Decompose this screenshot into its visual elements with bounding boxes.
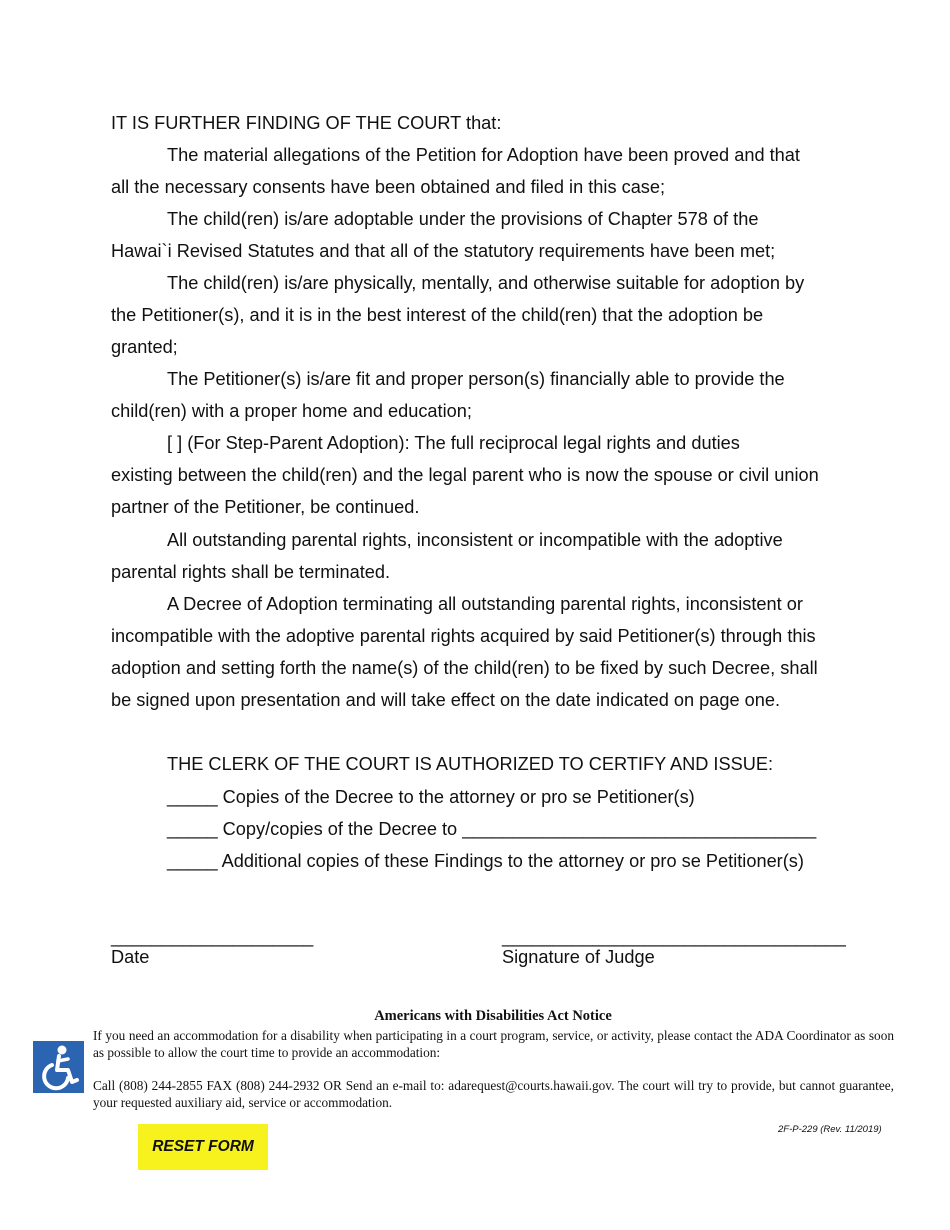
clerk-heading: THE CLERK OF THE COURT IS AUTHORIZED TO CERTIFY AND ISSUE: xyxy=(167,754,774,774)
judge-signature-line: __________________________________ xyxy=(502,927,846,947)
finding-line: Hawai`i Revised Statutes and that all of the statutory requirements have been met; xyxy=(111,241,776,261)
clerk-item-additional-copies: _____ Additional copies of these Findings to the attorney or pro se Petitioner(s) xyxy=(167,851,804,871)
judge-signature-label: Signature of Judge xyxy=(502,947,655,967)
finding-line: be signed upon presentation and will take effect on the date indicated on page one. xyxy=(111,690,781,710)
finding-line: parental rights shall be terminated. xyxy=(111,562,391,582)
finding-line: The child(ren) is/are adoptable under the provisions of Chapter 578 of the xyxy=(167,209,759,229)
step-parent-finding: [ ] (For Step-Parent Adoption): The full reciprocal legal rights and duties xyxy=(167,433,740,453)
finding-line: partner of the Petitioner, be continued. xyxy=(111,497,420,517)
ada-notice-title: Americans with Disabilities Act Notice xyxy=(374,1008,612,1024)
clerk-item-copies-decree-to: _____ Copy/copies of the Decree to ___________________________________ xyxy=(167,819,817,839)
finding-line: adoption and setting forth the name(s) of the child(ren) to be fixed by such Decree, shall xyxy=(111,658,818,678)
finding-line: incompatible with the adoptive parental rights acquired by said Petitioner(s) through this xyxy=(111,626,816,646)
reset-form-button[interactable]: RESET FORM xyxy=(138,1124,268,1170)
finding-line: The child(ren) is/are physically, mentally, and otherwise suitable for adoption by xyxy=(167,273,805,293)
finding-line: A Decree of Adoption terminating all outstanding parental rights, inconsistent or xyxy=(167,594,803,614)
form-id: 2F-P-229 (Rev. 11/2019) xyxy=(778,1124,882,1135)
finding-line: child(ren) with a proper home and education; xyxy=(111,401,472,421)
finding-line: All outstanding parental rights, inconsistent or incompatible with the adoptive xyxy=(167,530,783,550)
finding-line: all the necessary consents have been obtained and filed in this case; xyxy=(111,177,666,197)
accessibility-icon xyxy=(33,1041,84,1093)
clerk-item-copies-decree: _____ Copies of the Decree to the attorney or pro se Petitioner(s) xyxy=(167,787,695,807)
finding-line: existing between the child(ren) and the legal parent who is now the spouse or civil union xyxy=(111,465,819,485)
finding-line: granted; xyxy=(111,337,178,357)
ada-paragraph-phone: Call (808) 244-2855 FAX (808) 244-2932 OR Send an e-mail to: adarequest@courts.hawaii.gov. The court will try to provide, but cannot guarantee, your requested auxiliary aid, service or accommodation. xyxy=(93,1078,894,1110)
finding-line: The material allegations of the Petition for Adoption have been proved and that xyxy=(167,145,800,165)
date-signature-line: ____________________ xyxy=(111,927,314,947)
findings-heading: IT IS FURTHER FINDING OF THE COURT that: xyxy=(111,113,502,133)
ada-paragraph-contact: If you need an accommodation for a disability when participating in a court program, service, or activity, please contact the ADA Coordinator as soon as possible to allow the court time to provide an accommodation: xyxy=(93,1028,894,1060)
date-label: Date xyxy=(111,947,150,967)
finding-line: the Petitioner(s), and it is in the best interest of the child(ren) that the adoption be xyxy=(111,305,764,325)
finding-line: The Petitioner(s) is/are fit and proper person(s) financially able to provide the xyxy=(167,369,785,389)
